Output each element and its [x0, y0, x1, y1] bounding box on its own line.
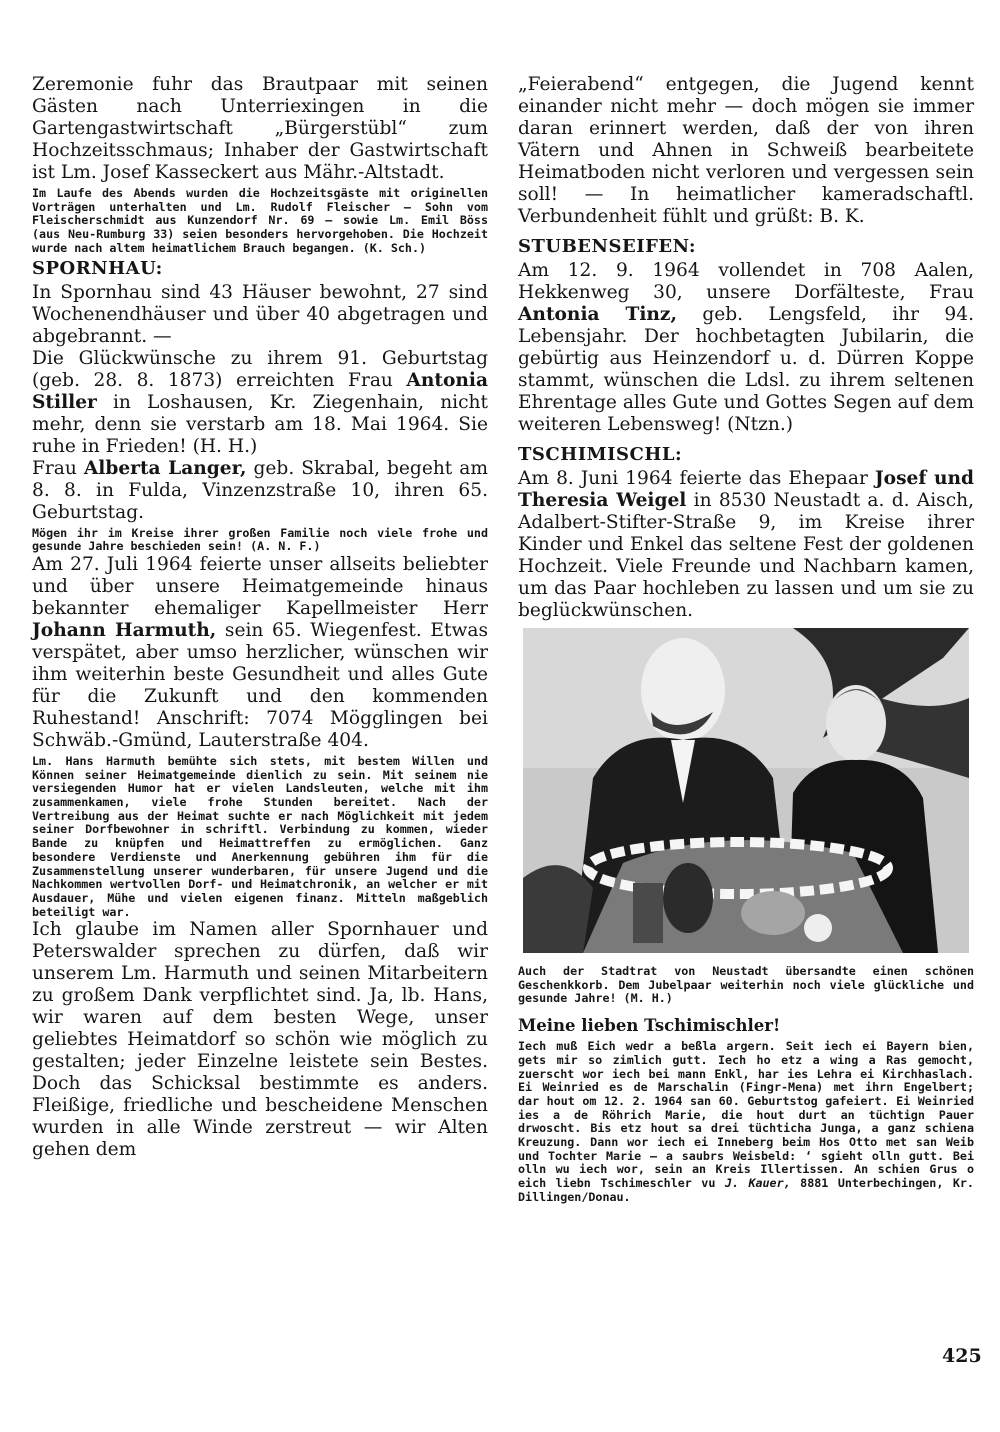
langer-wishes: Mögen ihr im Kreise ihrer großen Familie noch viele frohe und gesunde Jahre beschieden sein! (A. N. F.) [32, 525, 488, 554]
wedding-paragraph: Zeremonie fuhr das Brautpaar mit seinen Gästen nach Unterriexingen in die Gartengastwirtschaft „Bürgerstübl“ zum Hochzeitsschmaus; Inhaber der Gastwirtschaft ist Lm. Josef Kasseckert aus Mähr.-Altstadt. [32, 74, 488, 183]
heading-spornhau: SPORNHAU: [32, 257, 163, 279]
letter-text: Iech muß Eich wedr a beßla argern. Seit iech ei Bayern bien, gets mir so zimlich gutt. Iech ho etz a wing a Ras gemocht, zuerscht wor iech bei mann Enkl, har ies Lehra ei Kirchhaslach. Ei Weinried es de Marschalin (Fingr-Mena) met ihrn Engelbert; dar hout om 12. 2. 1964 san 60. Geburtstog gafeiert. Ei Weinried ies a de Röhrich Marie, die hout durt an tüchtign Pauer drwoscht. Bis etz hout sa drei tüchticha Junga, a ganz schiena Kreuzung. Dann wor iech ei Inneberg beim Hos Otto met san Weib und Tochter Marie — a saubrs Weisbeld: ‘ sgieht olln gutt. Bei olln wu iech wor, sein an Kreis Illertissen. An schien Grus o eich liebn Tschimeschler vu J. Kauer, 8881 Unterbechingen, Kr. Dillingen/Donau. [518, 1039, 974, 1204]
heading-tschimischl: TSCHIMISCHL: [518, 444, 683, 465]
harmuth-merits-note: Lm. Hans Harmuth bemühte sich stets, mit bestem Willen und Können seiner Heimatgemeinde dienlich zu sein. Mit seinem nie versiegenden Humor hat er vielen Landsleuten, welche mit ihm zusammenkamen, viele frohe Stunden bereitet. Nach der Vertreibung aus der Heimat suchte er nach Möglichkeit mit jedem seiner Dorfbewohner in schriftl. Verbindung zu kommen, wieder Bande zu knüpfen und Heimattreffen zu ermöglichen. Ganz besondere Verdienste und Anerkennung gebühren ihm für die Zusammenstellung unserer wunderbaren, für unsere Jugend und die Nachkommen wertvollen Dorf- und Heimatchronik, an welcher er mit Ausdauer, Mühe und vielen eigenen finanz. Mitteln maßgeblich beteiligt war. [32, 753, 488, 919]
left-column [32, 74, 488, 1161]
thanks-paragraph: Ich glaube im Namen aller Spornhauer und Peterswalder sprechen zu dürfen, daß wir unserem Lm. Harmuth und seinen Mitarbeitern zu großem Dank verpflichtet sind. Ja, lb. Hans, wir waren auf dem besten Wege, unser geliebtes Heimatdorf so schön wie möglich zu gestalten; jeder Einzelne leistete sein Bestes. Doch das Schicksal bestimmte es anders. Fleißige, friedliche und bescheidene Menschen wurden in alle Winde zerstreut — wir Alten gehen dem [32, 919, 488, 1161]
letter-author: J. Kauer, [724, 1176, 791, 1191]
tinz-paragraph: Am 12. 9. 1964 vollendet in 708 Aalen, Hekkenweg 30, unsere Dorfälteste, Frau Antonia Tinz, geb. Lengsfeld, ihr 94. Lebensjahr. Der hochbetagten Jubilarin, die gebürtig aus Heinzendorf u. d. Dürren Koppe stammt, wünschen die Ldsl. zu ihrem seltenen Ehrentage alles Gute und Gottes Segen auf dem weiteren Lebensweg! (Ntzn.) [518, 260, 974, 435]
heading-stubenseifen: STUBENSEIFEN: [518, 236, 697, 257]
photo-caption: Auch der Stadtrat von Neustadt übersandte einen schönen Geschenkkorb. Dem Jubelpaar weiterhin noch viele glückliche und gesunde Jahre! (M. H.) [518, 964, 974, 1006]
weigel-names: Josef und Theresia Weigel [518, 468, 974, 511]
harmuth-name: Johann Harmuth, [32, 619, 217, 641]
weigel-paragraph: Am 8. Juni 1964 feierte das Ehepaar Josef und Theresia Weigel in 8530 Neustadt a. d. Aisch, Adalbert-Stifter-Straße 9, im Kreise ihrer Kinder und Enkel das seltene Fest der goldenen Hochzeit. Viele Freunde und Nachbarn kamen, um das Paar hochleben zu lassen und um sie zu beglückwünschen. [518, 468, 974, 621]
couple-photo-drawing [523, 628, 969, 953]
wedding-evening-note: Im Laufe des Abends wurden die Hochzeitsgäste mit originellen Vorträgen unterhalten und Lm. Rudolf Fleischer — Sohn vom Fleischerschmidt aus Kunzendorf Nr. 69 — sowie Lm. Emil Böss (aus Neu-Rumburg 33) seien besonders hervorgehoben. Die Hochzeit wurde nach altem heimatlichem Brauch begangen. (K. Sch.) [32, 186, 488, 255]
couple-photo [523, 628, 969, 953]
right-column [518, 74, 974, 1205]
feierabend-paragraph: „Feierabend“ entgegen, die Jugend kennt einander nicht mehr — doch mögen sie immer daran erinnert werden, daß der von ihren Vätern und Ahnen in Schweiß bearbeitete Heimatboden nicht verloren und vergessen sein soll! — In heimatlicher kameradschaftl. Verbundenheit fühlt und grüßt: B. K. [518, 74, 974, 227]
langer-paragraph: Frau Alberta Langer, geb. Skrabal, begeht am 8. 8. in Fulda, Vinzenzstraße 10, ihren 65. Geburtstag. [32, 457, 488, 523]
langer-name: Alberta Langer, [83, 457, 247, 479]
stiller-name: Antonia Stiller [32, 369, 488, 413]
page-number: 425 [942, 1345, 982, 1367]
tinz-name: Antonia Tinz, [518, 304, 677, 325]
stiller-paragraph: Die Glückwünsche zu ihrem 91. Geburtstag (geb. 28. 8. 1873) erreichten Frau Antonia Stiller in Loshausen, Kr. Ziegenhain, nicht mehr, denn sie verstarb am 18. Mai 1964. Sie ruhe in Frieden! (H. H.) [32, 347, 488, 457]
spornhau-houses-paragraph: In Spornhau sind 43 Häuser bewohnt, 27 sind Wochenendhäuser und über 40 abgetragen und abgebrannt. — [32, 281, 488, 347]
harmuth-paragraph: Am 27. Juli 1964 feierte unser allseits beliebter und über unsere Heimatgemeinde hinaus bekannter ehemaliger Kapellmeister Herr Johann Harmuth, sein 65. Wiegenfest. Etwas verspätet, aber umso herzlicher, wünschen wir ihm weiterhin beste Gesundheit und alles Gute für die Zukunft und den kommenden Ruhestand! Anschrift: 7074 Mögglingen bei Schwäb.-Gmünd, Lauterstraße 404. [32, 553, 488, 751]
letter-heading: Meine lieben Tschimischler! [518, 1016, 781, 1036]
